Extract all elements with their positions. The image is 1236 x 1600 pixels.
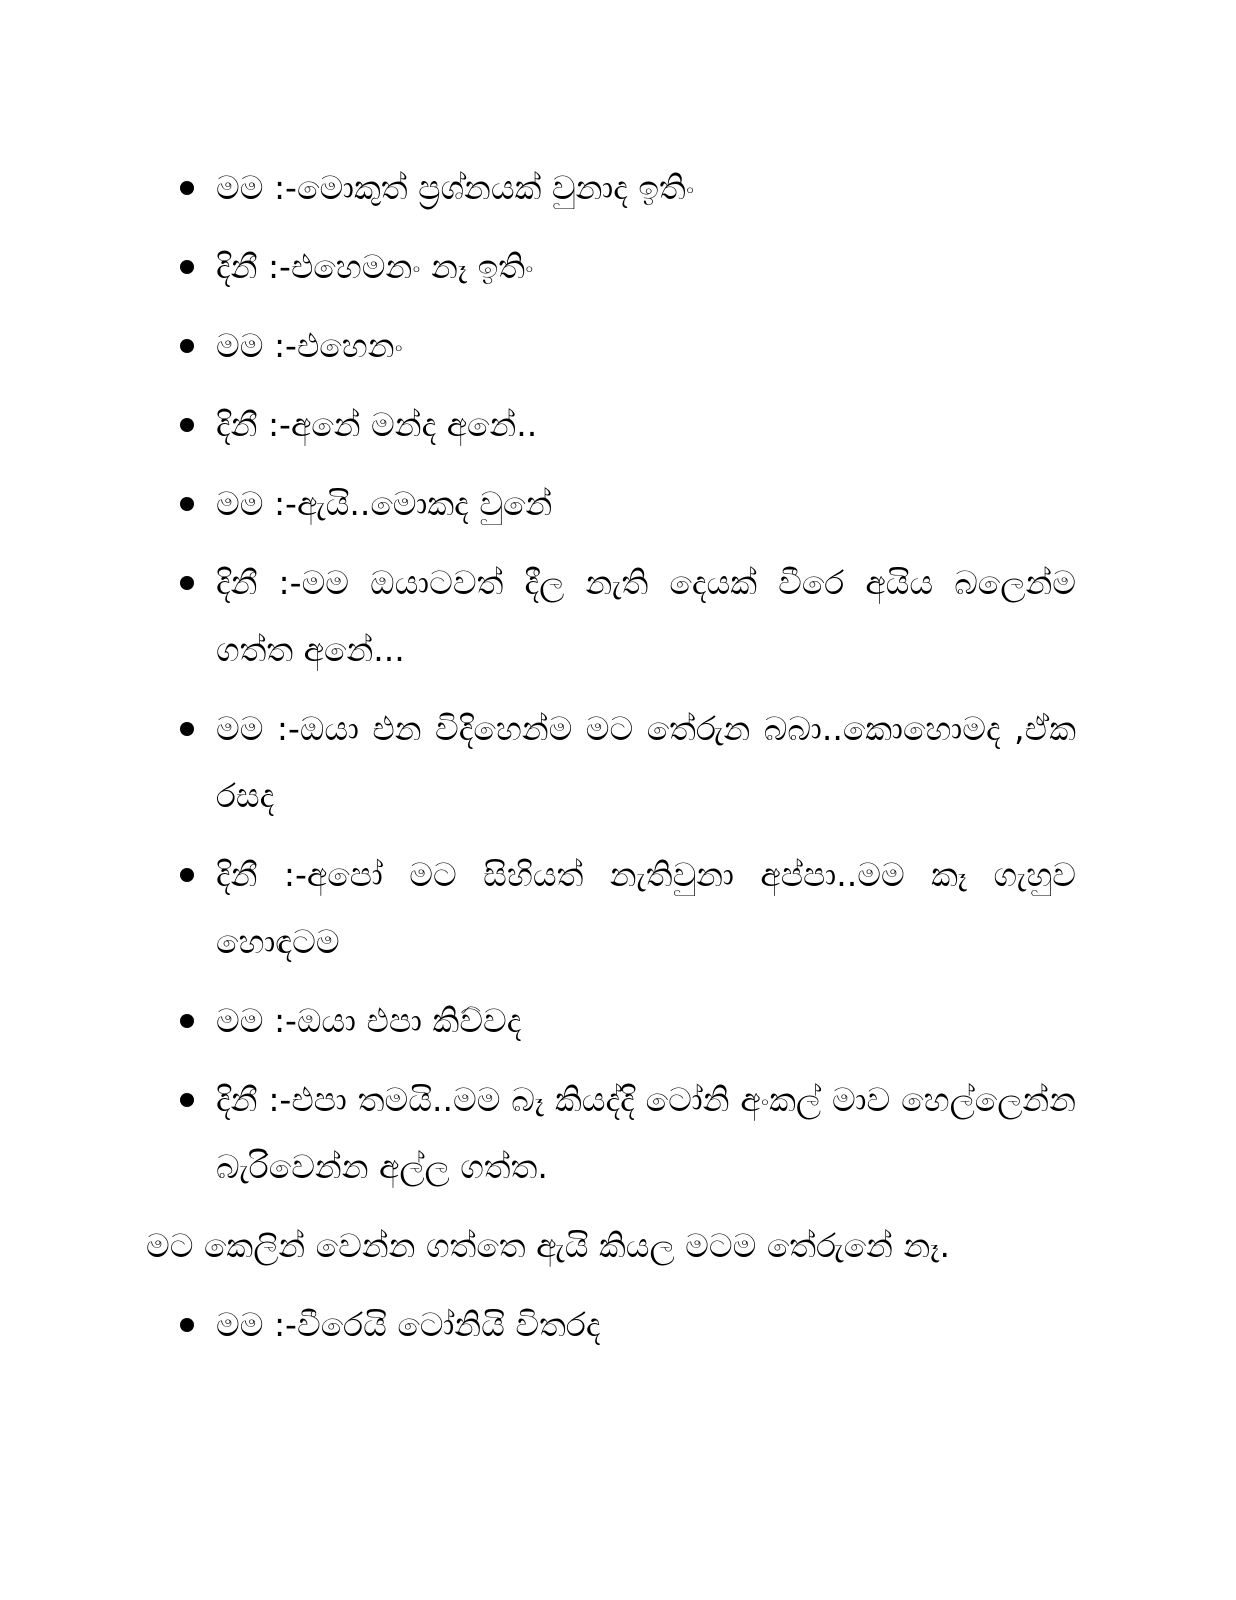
dialogue-list [146,1291,1076,1358]
bullet-icon [180,868,194,882]
bullet-icon [180,1093,194,1107]
bullet-icon [180,260,194,274]
dialogue-text: මම :-ඔයා එපා කිව්වද [216,1001,522,1040]
dialogue-text: මම :-එහෙනං [216,326,403,365]
dialogue-list [146,154,1076,1200]
bullet-icon [180,1318,194,1332]
bullet-icon [180,339,194,353]
dialogue-line [180,987,1076,1054]
bullet-icon [180,722,194,736]
bullet-icon [180,576,194,590]
dialogue-text: දිනී :-මම ඔයාටවත් දීල නැති දෙයක් වීරෙ අයිය බලෙන්ම ගත්ත අනේ... [216,563,1076,669]
bullet-icon [180,181,194,195]
dialogue-text: මම :-ඇයි..මොකද වුනේ [216,484,553,523]
dialogue-line [180,549,1076,683]
dialogue-line [180,233,1076,300]
dialogue-line [180,695,1076,829]
dialogue-text: දිනී :-අනේ මන්ද අනේ.. [216,405,538,444]
dialogue-line [180,154,1076,221]
dialogue-text: දිනී :-අපෝ මට සිහියත් නැතිවුනා අප්පා..මම කෑ ගැහුව හොඳටම [216,855,1076,961]
dialogue-line [180,470,1076,537]
bullet-icon [180,1014,194,1028]
dialogue-text: මම :-ඔයා එන විදිහෙන්ම මට තේරුන බබා..කොහොමද ,ඒක රසද [216,709,1076,815]
dialogue-line [180,391,1076,458]
bullet-icon [180,497,194,511]
dialogue-line [180,312,1076,379]
narration-paragraph: මට කෙලින් වෙන්න ගත්තෙ ඇයි කියල මටම තේරුනේ නෑ. [146,1226,950,1265]
dialogue-line [180,1291,1076,1358]
dialogue-text: මම :-වීරෙයි ටෝනියි විතරද [216,1305,601,1344]
dialogue-text: දිනී :-එපා තමයි..මම බෑ කියද්දි ටෝනි අංකල් මාව හෙල්ලෙන්න බැරිවෙන්න අල්ල ගත්ත. [216,1080,1076,1186]
dialogue-text: මම :-මොකුත් ප්‍රශ්නයක් වුනාද ඉතිං [216,168,695,207]
dialogue-line [180,1066,1076,1200]
bullet-icon [180,418,194,432]
dialogue-line [180,841,1076,975]
dialogue-text: දිනී :-එහෙමනං නෑ ඉතිං [216,247,534,286]
